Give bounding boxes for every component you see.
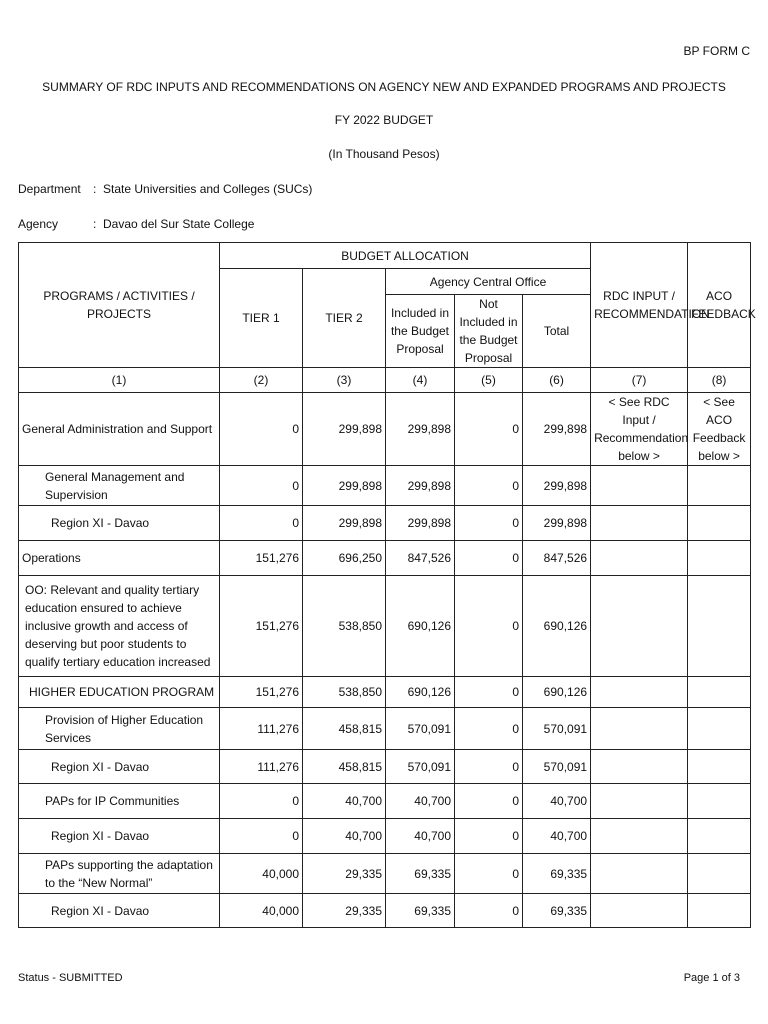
cell-tier1: 0 bbox=[220, 506, 303, 541]
table-row bbox=[19, 708, 751, 750]
table-row bbox=[19, 819, 751, 854]
cell-aco bbox=[688, 576, 751, 677]
cell-included: 69,335 bbox=[386, 854, 455, 894]
document-title: SUMMARY OF RDC INPUTS AND RECOMMENDATIONS ON AGENCY NEW AND EXPANDED PROGRAMS AND PROJECTS bbox=[42, 80, 726, 94]
cell-tier2: 538,850 bbox=[303, 576, 386, 677]
col-header-programs: PROGRAMS / ACTIVITIES / PROJECTS bbox=[19, 243, 220, 368]
cell-tier2: 696,250 bbox=[303, 541, 386, 576]
cell-not-included: 0 bbox=[455, 576, 523, 677]
cell-rdc bbox=[591, 819, 688, 854]
col-number: (8) bbox=[688, 368, 751, 393]
cell-rdc bbox=[591, 466, 688, 506]
cell-included: 690,126 bbox=[386, 576, 455, 677]
status-label: Status - SUBMITTED bbox=[18, 972, 123, 984]
cell-total: 690,126 bbox=[523, 576, 591, 677]
col-number: (2) bbox=[220, 368, 303, 393]
cell-rdc bbox=[591, 708, 688, 750]
cell-included: 40,700 bbox=[386, 784, 455, 819]
col-number: (1) bbox=[19, 368, 220, 393]
row-label: General Administration and Support bbox=[19, 393, 220, 466]
cell-tier1: 0 bbox=[220, 819, 303, 854]
cell-tier2: 458,815 bbox=[303, 708, 386, 750]
cell-included: 847,526 bbox=[386, 541, 455, 576]
cell-tier2: 538,850 bbox=[303, 677, 386, 708]
cell-included: 299,898 bbox=[386, 393, 455, 466]
col-header-agency-central-office: Agency Central Office bbox=[386, 269, 591, 295]
cell-tier1: 0 bbox=[220, 784, 303, 819]
budget-year: FY 2022 BUDGET bbox=[334, 113, 434, 127]
col-number: (6) bbox=[523, 368, 591, 393]
cell-not-included: 0 bbox=[455, 819, 523, 854]
cell-aco bbox=[688, 784, 751, 819]
cell-tier1: 0 bbox=[220, 393, 303, 466]
cell-rdc bbox=[591, 677, 688, 708]
cell-not-included: 0 bbox=[455, 854, 523, 894]
cell-rdc bbox=[591, 750, 688, 784]
page-indicator: Page 1 of 3 bbox=[683, 972, 740, 984]
cell-tier2: 40,700 bbox=[303, 784, 386, 819]
cell-aco bbox=[688, 750, 751, 784]
cell-rdc bbox=[591, 894, 688, 928]
row-label: Operations bbox=[19, 541, 220, 576]
unit-note: (In Thousand Pesos) bbox=[328, 147, 440, 161]
department-separator: : bbox=[93, 182, 97, 196]
cell-included: 69,335 bbox=[386, 894, 455, 928]
cell-total: 847,526 bbox=[523, 541, 591, 576]
cell-tier1: 111,276 bbox=[220, 750, 303, 784]
cell-tier2: 29,335 bbox=[303, 894, 386, 928]
cell-tier1: 151,276 bbox=[220, 576, 303, 677]
table-row bbox=[19, 894, 751, 928]
table-row bbox=[19, 750, 751, 784]
col-header-aco-feedback: ACO FEEDBACK bbox=[688, 243, 751, 368]
cell-tier1: 40,000 bbox=[220, 894, 303, 928]
row-label: OO: Relevant and quality tertiary education ensured to achieve inclusive growth and access of deserving but poor students to qualify tertiary education increased bbox=[19, 576, 220, 677]
cell-rdc bbox=[591, 541, 688, 576]
cell-not-included: 0 bbox=[455, 541, 523, 576]
cell-included: 570,091 bbox=[386, 708, 455, 750]
col-header-included: Included in the Budget Proposal bbox=[386, 295, 455, 368]
row-label: Region XI - Davao bbox=[19, 894, 220, 928]
cell-aco bbox=[688, 677, 751, 708]
cell-total: 69,335 bbox=[523, 894, 591, 928]
agency-value: Davao del Sur State College bbox=[103, 217, 255, 231]
cell-rdc bbox=[591, 506, 688, 541]
cell-rdc: < See RDC Input / Recommendation below > bbox=[591, 393, 688, 466]
cell-tier1: 151,276 bbox=[220, 541, 303, 576]
agency-label: Agency bbox=[18, 217, 59, 231]
row-label: General Management and Supervision bbox=[19, 466, 220, 506]
col-number: (5) bbox=[455, 368, 523, 393]
cell-total: 40,700 bbox=[523, 819, 591, 854]
cell-included: 40,700 bbox=[386, 819, 455, 854]
department-value: State Universities and Colleges (SUCs) bbox=[103, 182, 313, 196]
table-row bbox=[19, 576, 751, 677]
cell-tier2: 299,898 bbox=[303, 506, 386, 541]
row-label: Region XI - Davao bbox=[19, 750, 220, 784]
table-row bbox=[19, 854, 751, 894]
cell-tier1: 0 bbox=[220, 466, 303, 506]
cell-aco bbox=[688, 466, 751, 506]
cell-not-included: 0 bbox=[455, 393, 523, 466]
row-label: Region XI - Davao bbox=[19, 506, 220, 541]
cell-aco bbox=[688, 541, 751, 576]
cell-included: 299,898 bbox=[386, 466, 455, 506]
table-row bbox=[19, 677, 751, 708]
col-number: (3) bbox=[303, 368, 386, 393]
agency-separator: : bbox=[93, 217, 97, 231]
col-header-tier2: TIER 2 bbox=[303, 269, 386, 368]
cell-tier2: 299,898 bbox=[303, 393, 386, 466]
cell-not-included: 0 bbox=[455, 784, 523, 819]
col-header-tier1: TIER 1 bbox=[220, 269, 303, 368]
table-row bbox=[19, 541, 751, 576]
cell-aco bbox=[688, 506, 751, 541]
col-header-not-included: Not Included in the Budget Proposal bbox=[455, 295, 523, 368]
table-row bbox=[19, 466, 751, 506]
cell-aco bbox=[688, 819, 751, 854]
row-label: PAPs supporting the adaptation to the “New Normal” bbox=[19, 854, 220, 894]
cell-total: 690,126 bbox=[523, 677, 591, 708]
cell-not-included: 0 bbox=[455, 894, 523, 928]
col-header-rdc: RDC INPUT / RECOMMENDATION bbox=[591, 243, 688, 368]
row-label: Region XI - Davao bbox=[19, 819, 220, 854]
row-label: HIGHER EDUCATION PROGRAM bbox=[19, 677, 220, 708]
cell-total: 299,898 bbox=[523, 393, 591, 466]
cell-total: 570,091 bbox=[523, 750, 591, 784]
cell-not-included: 0 bbox=[455, 677, 523, 708]
cell-tier1: 111,276 bbox=[220, 708, 303, 750]
form-code: BP FORM C bbox=[683, 44, 750, 58]
cell-total: 299,898 bbox=[523, 466, 591, 506]
cell-aco: < See ACO Feedback below > bbox=[688, 393, 751, 466]
cell-rdc bbox=[591, 854, 688, 894]
cell-tier2: 29,335 bbox=[303, 854, 386, 894]
cell-tier1: 40,000 bbox=[220, 854, 303, 894]
cell-tier2: 299,898 bbox=[303, 466, 386, 506]
table-row bbox=[19, 784, 751, 819]
cell-tier2: 40,700 bbox=[303, 819, 386, 854]
cell-not-included: 0 bbox=[455, 750, 523, 784]
cell-included: 690,126 bbox=[386, 677, 455, 708]
cell-aco bbox=[688, 708, 751, 750]
col-number: (7) bbox=[591, 368, 688, 393]
cell-included: 570,091 bbox=[386, 750, 455, 784]
agency-line bbox=[18, 217, 254, 231]
cell-total: 69,335 bbox=[523, 854, 591, 894]
cell-total: 299,898 bbox=[523, 506, 591, 541]
row-label: Provision of Higher Education Services bbox=[19, 708, 220, 750]
department-label: Department bbox=[18, 182, 81, 196]
department-line bbox=[18, 182, 312, 196]
cell-total: 570,091 bbox=[523, 708, 591, 750]
cell-tier1: 151,276 bbox=[220, 677, 303, 708]
col-header-budget-allocation: BUDGET ALLOCATION bbox=[220, 243, 591, 269]
row-label: PAPs for IP Communities bbox=[19, 784, 220, 819]
cell-not-included: 0 bbox=[455, 466, 523, 506]
cell-aco bbox=[688, 894, 751, 928]
cell-rdc bbox=[591, 576, 688, 677]
table-row bbox=[19, 506, 751, 541]
cell-total: 40,700 bbox=[523, 784, 591, 819]
cell-included: 299,898 bbox=[386, 506, 455, 541]
cell-not-included: 0 bbox=[455, 708, 523, 750]
cell-not-included: 0 bbox=[455, 506, 523, 541]
col-number: (4) bbox=[386, 368, 455, 393]
col-header-total: Total bbox=[523, 295, 591, 368]
table-row bbox=[19, 393, 751, 466]
cell-tier2: 458,815 bbox=[303, 750, 386, 784]
cell-rdc bbox=[591, 784, 688, 819]
budget-table bbox=[18, 242, 756, 928]
cell-aco bbox=[688, 854, 751, 894]
